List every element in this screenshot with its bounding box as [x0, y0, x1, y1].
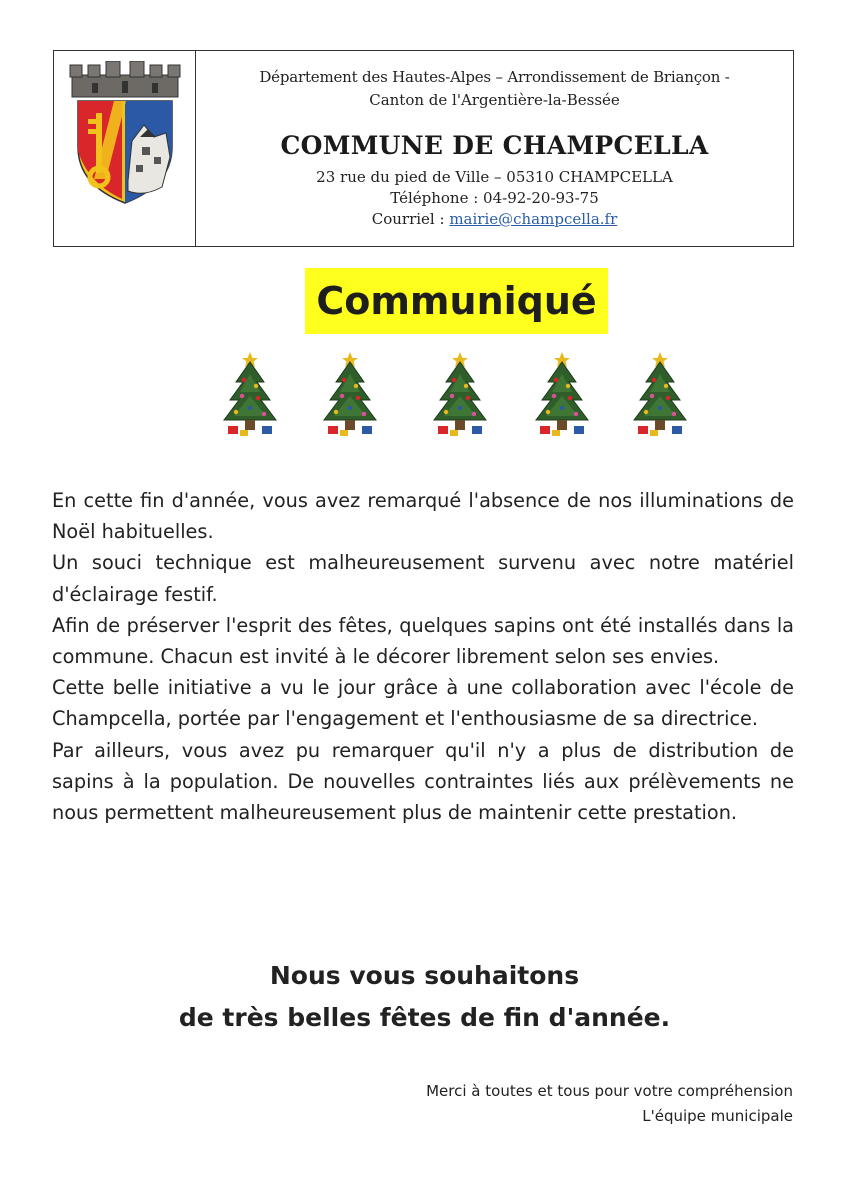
paragraph: En cette fin d'année, vous avez remarqué l'absence de nos illuminations de Noël habituelles. — [52, 489, 794, 544]
email-link[interactable]: mairie@champcella.fr — [449, 210, 618, 228]
tree-icon — [434, 352, 486, 436]
municipality-info — [196, 51, 793, 246]
commune-name: COMMUNE DE CHAMPCELLA — [280, 131, 709, 160]
page-title: Communiqué — [316, 279, 597, 323]
tree-icon — [634, 352, 686, 436]
thanks-line: Merci à toutes et tous pour votre compréhension — [426, 1082, 793, 1100]
coat-of-arms-icon — [66, 61, 184, 209]
email-line — [196, 210, 793, 228]
tree-icon — [324, 352, 376, 436]
email-label: Courriel : — [371, 210, 450, 228]
signature — [426, 1079, 793, 1129]
holiday-wishes — [0, 955, 849, 1039]
christmas-trees — [212, 352, 702, 444]
paragraph: Afin de préserver l'esprit des fêtes, quelques sapins ont été installés dans la commune. Chacun est invité à le décorer librement selon ses envies. — [52, 613, 794, 669]
department-line: Département des Hautes-Alpes – Arrondissement de Briançon - — [259, 68, 730, 86]
paragraph: Cette belle initiative a vu le jour grâce à une collaboration avec l'école de Champcella, portée par l'engagement et l'enthousiasme de sa directrice. — [52, 676, 794, 731]
tree-icon — [536, 352, 588, 436]
tree-icon — [224, 352, 276, 436]
crest-cell — [54, 51, 196, 246]
address-line: 23 rue du pied de Ville – 05310 CHAMPCELLA — [316, 168, 673, 186]
announcement-body — [52, 485, 794, 828]
team-line: L'équipe municipale — [642, 1107, 793, 1125]
letterhead — [53, 50, 794, 247]
wish-line-1: Nous vous souhaitons — [269, 961, 580, 990]
title-highlight — [305, 268, 608, 334]
wish-line-2: de très belles fêtes de fin d'année. — [178, 1003, 671, 1032]
canton-line: Canton de l'Argentière-la-Bessée — [369, 91, 620, 109]
paragraph: Un souci technique est malheureusement survenu avec notre matériel d'éclairage festif. — [52, 551, 794, 606]
phone-line: Téléphone : 04-92-20-93-75 — [390, 189, 599, 207]
paragraph: Par ailleurs, vous avez pu remarquer qu'il n'y a plus de distribution de sapins à la population. De nouvelles contraintes liés aux prélèvements ne nous permettent malheureusement plus de maintenir cette prestation. — [52, 738, 794, 825]
